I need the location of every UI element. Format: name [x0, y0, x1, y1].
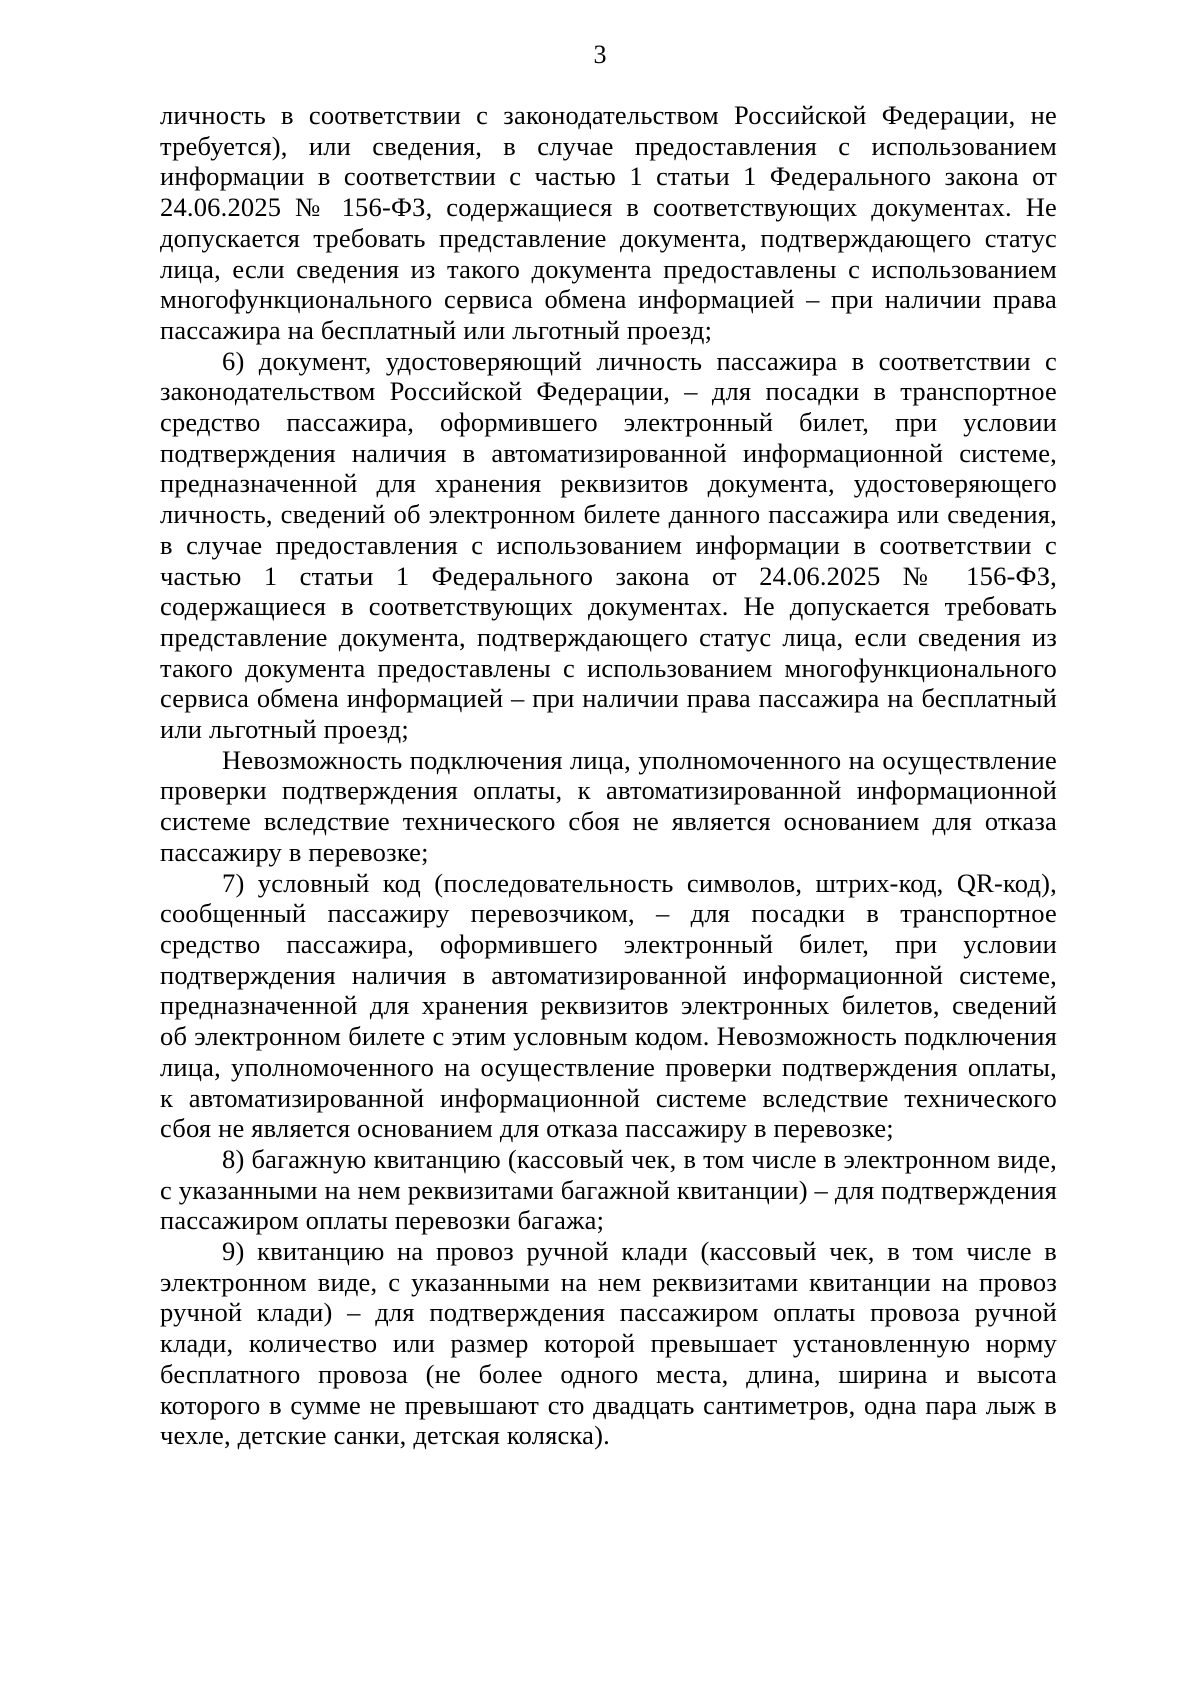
page-number: 3 [593, 40, 607, 69]
document-body [160, 100, 1057, 1451]
paragraph-item-8: 8) багажную квитанцию (кассовый чек, в том числе в электронном виде, с указанными на нем реквизитами багажной квитанции) – для подтверждения пассажиром оплаты перевозки багажа; [160, 1143, 1057, 1236]
paragraph-note-impossibility: Невозможность подключения лица, уполномоченного на осуществление проверки подтверждения оплаты, к автоматизированной информационной системе вследствие технического сбоя не является основанием для отказа пассажиру в перевозке; [160, 744, 1057, 867]
paragraph-item-6: 6) документ, удостоверяющий личность пассажира в соответствии с законодательством Российской Федерации, – для посадки в транспортное средство пассажира, оформившего электронный билет, при условии подтверждения наличия в автоматизированной информационной системе, предназначенной для хранения реквизитов документа, удостоверяющего личность, сведений об электронном билете данного пассажира или сведения, в случае предоставления с использованием информации в соответствии с частью 1 статьи 1 Федерального закона от 24.06.2025 № 156-ФЗ, содержащиеся в соответствующих документах. Не допускается требовать представление документа, подтверждающего статус лица, если сведения из такого документа предоставлены с использованием многофункционального сервиса обмена информацией – при наличии права пассажира на бесплатный или льготный проезд; [160, 345, 1057, 745]
paragraph-continuation: личность в соответствии с законодательством Российской Федерации, не требуется), или сведения, в случае предоставления с использованием информации в соответствии с частью 1 статьи 1 Федерального закона от 24.06.2025 № 156-ФЗ, содержащиеся в соответствующих документах. Не допускается требовать представление документа, подтверждающего статус лица, если сведения из такого документа предоставлены с использованием многофункционального сервиса обмена информацией – при наличии права пассажира на бесплатный или льготный проезд; [160, 100, 1057, 345]
paragraph-item-7: 7) условный код (последовательность символов, штрих-код, QR-код), сообщенный пассажиру перевозчиком, – для посадки в транспортное средство пассажира, оформившего электронный билет, при условии подтверждения наличия в автоматизированной информационной системе, предназначенной для хранения реквизитов электронных билетов, сведений об электронном билете с этим условным кодом. Невозможность подключения лица, уполномоченного на осуществление проверки подтверждения оплаты, к автоматизированной информационной системе вследствие технического сбоя не является основанием для отказа пассажиру в перевозке; [160, 867, 1057, 1144]
paragraph-item-9: 9) квитанцию на провоз ручной клади (кассовый чек, в том числе в электронном виде, с указанными на нем реквизитами квитанции на провоз ручной клади) – для подтверждения пассажиром оплаты провоза ручной клади, количество или размер которой превышает установленную норму бесплатного провоза (не более одного места, длина, ширина и высота которого в сумме не превышают сто двадцать сантиметров, одна пара лыж в чехле, детские санки, детская коляска). [160, 1236, 1057, 1451]
